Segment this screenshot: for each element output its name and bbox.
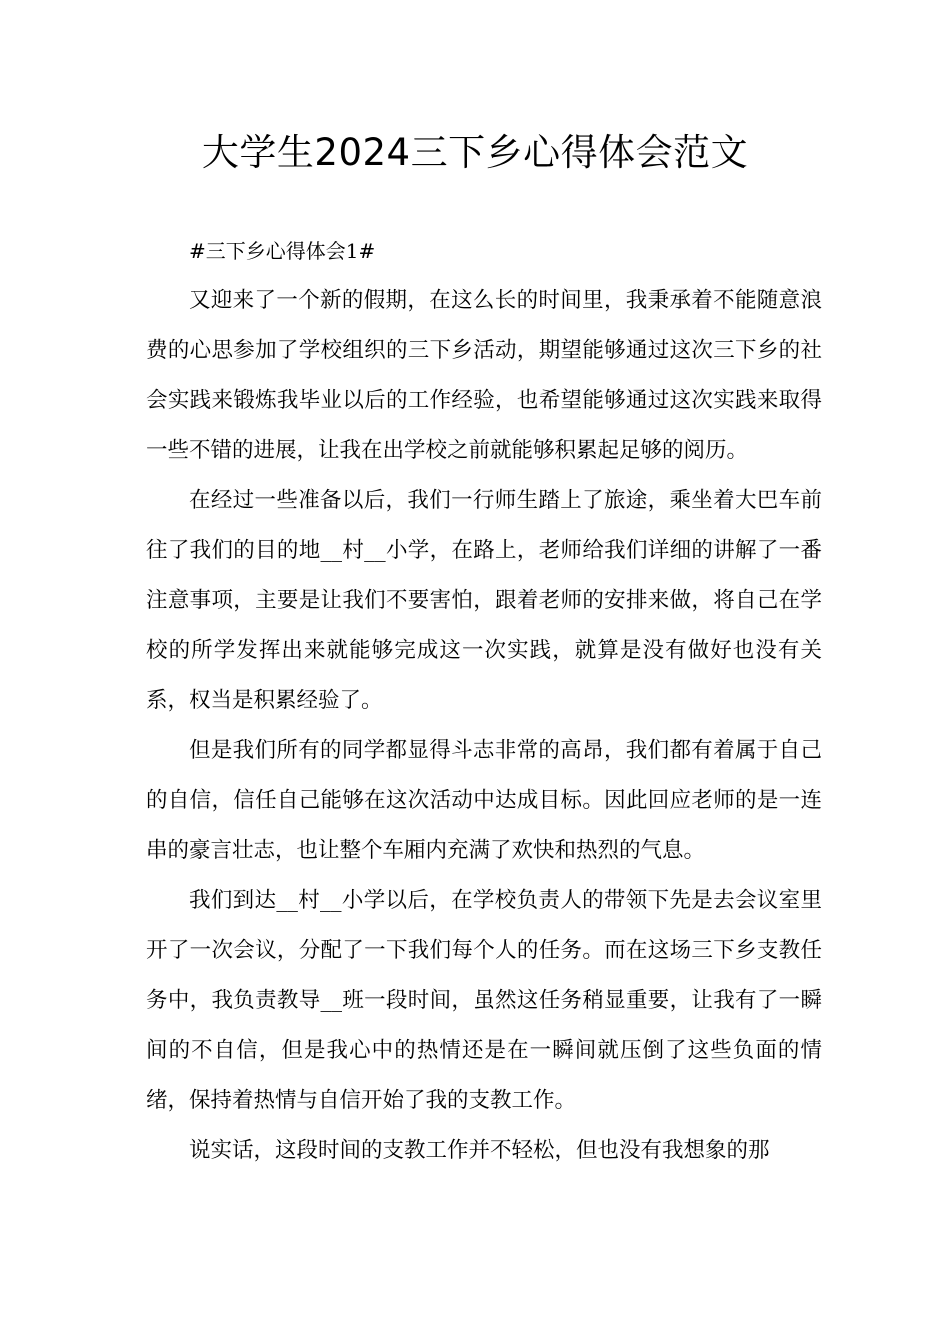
document-title: 大学生2024三下乡心得体会范文 xyxy=(201,131,749,174)
paragraph-3: 但是我们所有的同学都显得斗志非常的高昂，我们都有着属于自己的自信，信任自己能够在这次活动中达成目标。因此回应老师的是一连串的豪言壮志，也让整个车厢内充满了欢快和热烈的气息。 xyxy=(146,738,822,863)
paragraph-1: 又迎来了一个新的假期，在这么长的时间里，我秉承着不能随意浪费的心思参加了学校组织的三下乡活动，期望能够通过这次三下乡的社会实践来锻炼我毕业以后的工作经验，也希望能够通过这次实践来取得一些不错的进展，让我在出学校之前就能够积累起足够的阅历。 xyxy=(146,288,822,463)
section-heading: #三下乡心得体会1# xyxy=(189,239,376,263)
paragraph-2: 在经过一些准备以后，我们一行师生踏上了旅途，乘坐着大巴车前往了我们的目的地__村__小学，在路上，老师给我们详细的讲解了一番注意事项，主要是让我们不要害怕，跟着老师的安排来做，将自己在学校的所学发挥出来就能够完成这一次实践，就算是没有做好也没有关系，权当是积累经验了。 xyxy=(146,488,822,713)
paragraph-5: 说实话，这段时间的支教工作并不轻松，但也没有我想象的那 xyxy=(189,1138,770,1163)
document-body xyxy=(146,226,822,1176)
paragraph-4: 我们到达__村__小学以后，在学校负责人的带领下先是去会议室里开了一次会议，分配了一下我们每个人的任务。而在这场三下乡支教任务中，我负责教导__班一段时间，虽然这任务稍显重要，让我有了一瞬间的不自信，但是我心中的热情还是在一瞬间就压倒了这些负面的情绪，保持着热情与自信开始了我的支教工作。 xyxy=(146,888,822,1113)
